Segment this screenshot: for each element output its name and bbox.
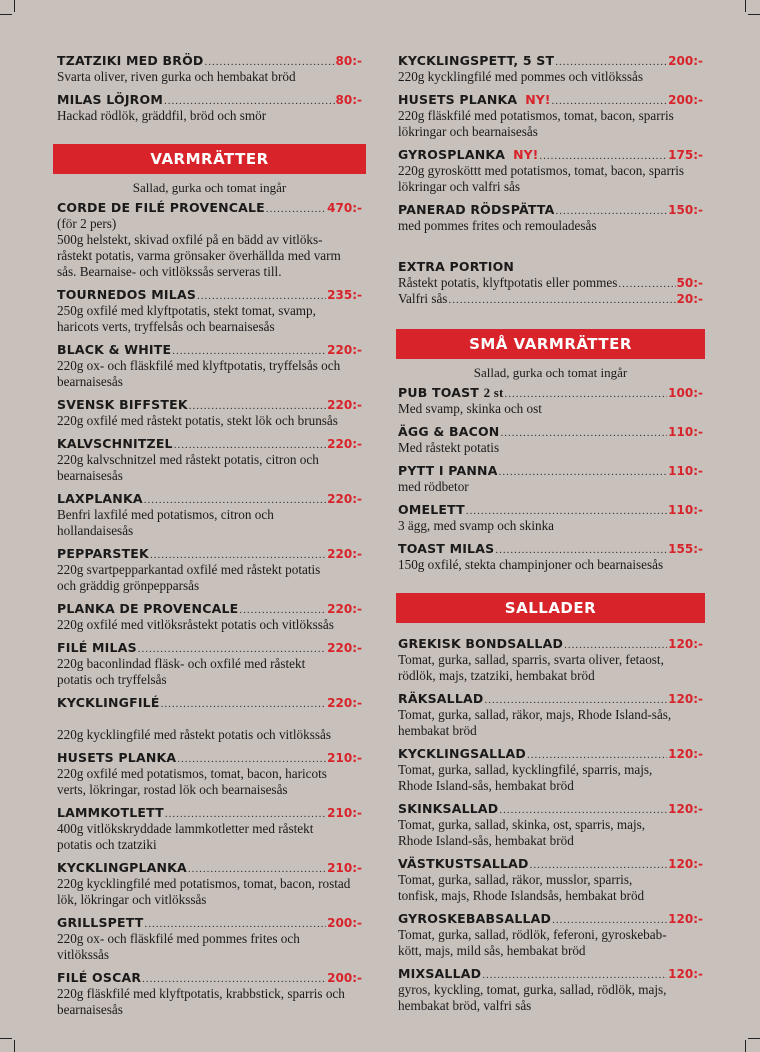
menu-item bbox=[398, 965, 703, 1014]
description-line: 220g oxfilé med vitlöksråstekt potatis och vitlökssås bbox=[57, 617, 334, 632]
item-name: TZATZIKI MED BRÖD bbox=[57, 53, 204, 68]
description-line: lökringar och valfri sås bbox=[398, 179, 520, 194]
crop-mark bbox=[745, 1040, 746, 1052]
item-name bbox=[57, 639, 137, 656]
item-description bbox=[57, 766, 362, 798]
item-description bbox=[398, 69, 703, 85]
item-name-text: GRILLSPETT bbox=[57, 915, 144, 930]
item-name-text: FILÉ OSCAR bbox=[57, 970, 142, 985]
description-line: Tomat, gurka, sallad, kycklingfilé, sparris, majs, bbox=[398, 762, 653, 777]
item-name bbox=[57, 969, 141, 986]
item-name bbox=[398, 146, 505, 163]
item-price: 80:- bbox=[335, 54, 362, 68]
item-price: 110:- bbox=[668, 425, 703, 439]
item-name-text: OMELETT bbox=[398, 502, 465, 517]
description-line: Med svamp, skinka och ost bbox=[398, 401, 542, 416]
item-price: 220:- bbox=[327, 398, 362, 412]
item-price: 150:- bbox=[668, 203, 703, 217]
menu-item bbox=[398, 52, 703, 85]
item-name-text: MIXSALLAD bbox=[398, 966, 482, 981]
item-price: 110:- bbox=[668, 503, 703, 517]
item-price: 200:- bbox=[668, 93, 703, 107]
varmratter-list bbox=[57, 199, 362, 1018]
description-line: 220g ox- och fläskfilé med klyftpotatis, tryffelsås och bbox=[57, 358, 341, 373]
description-line: verts, lökringar, rostad lök och bearnaisesås bbox=[57, 782, 288, 797]
item-name bbox=[57, 490, 143, 507]
extra-text: Valfri sås bbox=[398, 291, 448, 306]
item-name bbox=[57, 396, 188, 413]
section-header-sallader: SALLADER bbox=[396, 593, 705, 623]
description-line: 220g kycklingfilé med potatismos, tomat, bacon, rostad bbox=[57, 876, 351, 891]
menu-item bbox=[57, 52, 362, 85]
description-line: hembakat bröd bbox=[398, 723, 477, 738]
description-line: 220g oxfilé med potatismos, tomat, bacon, haricots bbox=[57, 766, 327, 781]
menu-item bbox=[398, 635, 703, 684]
menu-item bbox=[57, 914, 362, 963]
item-name-text: HUSETS PLANKA bbox=[398, 92, 518, 107]
description-line: Tomat, gurka, sallad, rödlök, feferoni, gyroskebab- bbox=[398, 927, 667, 942]
item-price: 110:- bbox=[668, 464, 703, 478]
sallader-list bbox=[398, 635, 703, 1014]
item-price: 120:- bbox=[668, 692, 703, 706]
description-line: bearnaisesås bbox=[57, 468, 123, 483]
menu-item bbox=[398, 201, 703, 234]
item-price: 470:- bbox=[327, 201, 362, 215]
item-price: 210:- bbox=[327, 806, 362, 820]
item-description bbox=[398, 518, 703, 534]
item-description bbox=[398, 817, 703, 849]
menu-item bbox=[57, 341, 362, 390]
item-name-text: KYCKLINGSALLAD bbox=[398, 746, 526, 761]
description-line: Benfri laxfilé med potatismos, citron och bbox=[57, 507, 274, 522]
item-description bbox=[398, 982, 703, 1014]
item-name-text: KALVSCHNITZEL bbox=[57, 436, 173, 451]
item-name-text: FILÉ MILAS bbox=[57, 640, 137, 655]
item-name-text: HUSETS PLANKA bbox=[57, 750, 177, 765]
description-line: och gräddig grönpepparsås bbox=[57, 578, 200, 593]
item-name-text: PLANKA DE PROVENCALE bbox=[57, 601, 239, 616]
item-price: 80:- bbox=[335, 93, 362, 107]
menu-item bbox=[57, 639, 362, 688]
item-name-text: GREKISK BONDSALLAD bbox=[398, 636, 564, 651]
description-line: Tomat, gurka, sallad, räkor, majs, Rhode Island-sås, bbox=[398, 707, 672, 722]
leader-dots bbox=[618, 276, 675, 292]
item-price: 220:- bbox=[327, 547, 362, 561]
description-line: 220g kycklingfilé med pommes och vitlökssås bbox=[398, 69, 644, 84]
description-line: tonfisk, majs, Rhode Islandsås, hembakat bröd bbox=[398, 888, 645, 903]
item-quantity: 2 st bbox=[483, 385, 504, 400]
item-name bbox=[398, 800, 498, 817]
item-description bbox=[57, 303, 362, 335]
item-name bbox=[57, 749, 176, 766]
item-name bbox=[57, 859, 187, 876]
item-name bbox=[57, 600, 238, 617]
description-line: Tomat, gurka, sallad, skinka, ost, sparris, majs, bbox=[398, 817, 646, 832]
item-name bbox=[57, 435, 173, 452]
description-line: potatis och tryffelsås bbox=[57, 672, 167, 687]
menu-item bbox=[398, 501, 703, 534]
description-line: 220g oxfilé med råstekt potatis, stekt lök och brunsås bbox=[57, 413, 338, 428]
item-price: 220:- bbox=[327, 641, 362, 655]
description-line: Rhode Island-sås, hembakat bröd bbox=[398, 778, 574, 793]
menu-item bbox=[57, 859, 362, 908]
item-description bbox=[398, 762, 703, 794]
item-name-text: PYTT I PANNA bbox=[398, 463, 498, 478]
item-price: 220:- bbox=[327, 602, 362, 616]
description-line: råstekt potatis, varma grönsaker överhällda med varm bbox=[57, 248, 341, 263]
sma-varmratter-list bbox=[398, 384, 703, 573]
menu-item bbox=[57, 396, 362, 429]
item-name bbox=[57, 341, 171, 358]
item-price: 235:- bbox=[327, 288, 362, 302]
crop-mark bbox=[0, 14, 12, 15]
description-line: 220g kycklingfilé med råstekt potatis och vitlökssås bbox=[57, 727, 331, 742]
menu-item bbox=[57, 600, 362, 633]
item-name bbox=[398, 540, 494, 557]
item-price: 120:- bbox=[668, 912, 703, 926]
item-name bbox=[398, 635, 563, 652]
extra-title: EXTRA PORTION bbox=[398, 259, 515, 274]
crop-mark bbox=[0, 1038, 12, 1039]
item-price: 120:- bbox=[668, 747, 703, 761]
item-description bbox=[57, 507, 362, 539]
item-description: Svarta oliver, riven gurka och hembakat bröd bbox=[57, 69, 296, 84]
item-price: 200:- bbox=[327, 971, 362, 985]
item-description bbox=[398, 872, 703, 904]
description-line: potatis och tzatziki bbox=[57, 837, 157, 852]
description-line: Tomat, gurka, sallad, räkor, musslor, sparris, bbox=[398, 872, 633, 887]
item-name bbox=[398, 910, 551, 927]
menu-item bbox=[398, 91, 703, 140]
item-description bbox=[57, 452, 362, 484]
menu-item bbox=[398, 423, 703, 456]
item-name bbox=[398, 501, 465, 518]
item-description: Hackad rödlök, gräddfil, bröd och smör bbox=[57, 108, 267, 123]
item-name-text: KYCKLINGSPETT, 5 ST bbox=[398, 53, 555, 68]
description-line: 220g fläskfilé med potatismos, tomat, bacon, sparris bbox=[398, 108, 674, 123]
item-name-text: GYROSKEBABSALLAD bbox=[398, 911, 552, 926]
menu-item bbox=[398, 540, 703, 573]
menu-item bbox=[57, 435, 362, 484]
item-price: 120:- bbox=[668, 857, 703, 871]
crop-mark bbox=[748, 14, 760, 15]
item-description bbox=[57, 986, 362, 1018]
menu-item bbox=[398, 690, 703, 739]
item-description bbox=[398, 479, 703, 495]
menu-item bbox=[57, 969, 362, 1018]
item-name bbox=[57, 286, 196, 303]
item-price: 200:- bbox=[327, 916, 362, 930]
description-line: 250g oxfilé med klyftpotatis, stekt tomat, svamp, bbox=[57, 303, 316, 318]
right-column bbox=[398, 52, 703, 1020]
extra-line bbox=[398, 275, 703, 291]
item-name bbox=[57, 804, 164, 821]
description-line: haricots verts, tryffelsås och bearnaisesås bbox=[57, 319, 275, 334]
item-description bbox=[398, 707, 703, 739]
item-name bbox=[57, 199, 265, 216]
extra-text: Råstekt potatis, klyftpotatis eller pommes bbox=[398, 275, 618, 290]
crop-mark bbox=[745, 0, 746, 12]
item-price: 175:- bbox=[668, 148, 703, 162]
item-name bbox=[398, 462, 498, 479]
menu-item bbox=[57, 286, 362, 335]
item-price: 210:- bbox=[327, 751, 362, 765]
section-subtitle: Sallad, gurka och tomat ingår bbox=[473, 365, 628, 380]
description-line: med rödbetor bbox=[398, 479, 469, 494]
item-price: 100:- bbox=[668, 386, 703, 400]
item-name-text: VÄSTKUSTSALLAD bbox=[398, 856, 529, 871]
description-line: hembakat bröd, valfri sås bbox=[398, 998, 532, 1013]
menu-item bbox=[57, 545, 362, 594]
item-description bbox=[57, 562, 362, 594]
item-description bbox=[57, 216, 362, 280]
menu-item bbox=[398, 910, 703, 959]
description-line: kött, majs, mild sås, hembakat bröd bbox=[398, 943, 586, 958]
item-name-text: PUB TOAST bbox=[398, 385, 480, 400]
menu-item bbox=[398, 384, 703, 417]
item-name-text: ÄGG & BACON bbox=[398, 424, 500, 439]
description-line: Med råstekt potatis bbox=[398, 440, 500, 455]
description-line: med pommes frites och remouladesås bbox=[398, 218, 597, 233]
description-line: 220g kalvschnitzel med råstekt potatis, citron och bbox=[57, 452, 319, 467]
menu-item bbox=[57, 490, 362, 539]
menu-item bbox=[398, 800, 703, 849]
item-name-text: SKINKSALLAD bbox=[398, 801, 499, 816]
item-name bbox=[398, 690, 483, 707]
item-description bbox=[398, 218, 703, 234]
section-header-sma-varmratter: SMÅ VARMRÄTTER bbox=[396, 329, 705, 359]
item-description bbox=[57, 821, 362, 853]
crop-mark bbox=[14, 0, 15, 12]
item-name bbox=[398, 91, 517, 108]
item-name-text: CORDE DE FILÉ PROVENCALE bbox=[57, 200, 265, 215]
item-price: 200:- bbox=[668, 54, 703, 68]
item-description bbox=[398, 927, 703, 959]
description-line: 220g svartpepparkantad oxfilé med råstekt potatis bbox=[57, 562, 321, 577]
description-line: (för 2 pers) bbox=[57, 216, 117, 231]
description-line: Rhode Island-sås, hembakat bröd bbox=[398, 833, 574, 848]
leader-dots bbox=[500, 425, 667, 442]
item-name bbox=[398, 965, 481, 982]
description-line: 220g baconlindad fläsk- och oxfilé med råstekt bbox=[57, 656, 306, 671]
description-line: 3 ägg, med svamp och skinka bbox=[398, 518, 555, 533]
menu-item bbox=[398, 855, 703, 904]
section-header-varmratter: VARMRÄTTER bbox=[53, 144, 366, 174]
item-price: 210:- bbox=[327, 861, 362, 875]
menu-item bbox=[398, 146, 703, 195]
description-line: Tomat, gurka, sallad, sparris, svarta oliver, fetaost, bbox=[398, 652, 664, 667]
menu-item bbox=[57, 749, 362, 798]
item-price: 120:- bbox=[668, 802, 703, 816]
menu-item bbox=[57, 199, 362, 280]
item-price: 155:- bbox=[668, 542, 703, 556]
extra-price: 50:- bbox=[676, 276, 703, 290]
crop-mark bbox=[748, 1038, 760, 1039]
item-price: 120:- bbox=[668, 637, 703, 651]
item-name: MILAS LÖJROM bbox=[57, 92, 163, 107]
item-name bbox=[398, 52, 554, 69]
item-description bbox=[57, 656, 362, 688]
item-description bbox=[57, 617, 362, 633]
item-price: 220:- bbox=[327, 492, 362, 506]
item-name bbox=[398, 423, 499, 440]
item-name-text: TOURNEDOS MILAS bbox=[57, 287, 197, 302]
description-line: lökringar och bearnaisesås bbox=[398, 124, 538, 139]
menu-item bbox=[398, 745, 703, 794]
item-name-text: TOAST MILAS bbox=[398, 541, 495, 556]
description-line: lök, lökringar och vitlökssås bbox=[57, 892, 207, 907]
item-name-text: KYCKLINGPLANKA bbox=[57, 860, 187, 875]
crop-mark bbox=[14, 1040, 15, 1052]
item-price: 120:- bbox=[668, 967, 703, 981]
description-line bbox=[57, 711, 362, 727]
menu-item bbox=[398, 462, 703, 495]
item-name bbox=[398, 384, 504, 401]
description-line: rödlök, majs, tzatziki, hembakat bröd bbox=[398, 668, 595, 683]
item-description bbox=[57, 931, 362, 963]
leader-dots bbox=[448, 292, 675, 308]
menu-item bbox=[57, 694, 362, 743]
description-line: 500g helstekt, skivad oxfilé på en bädd av vitlöks- bbox=[57, 232, 323, 247]
item-name bbox=[398, 855, 529, 872]
item-name bbox=[398, 201, 555, 218]
item-name-text: LAXPLANKA bbox=[57, 491, 143, 506]
left-column bbox=[57, 52, 362, 1024]
item-description bbox=[398, 440, 703, 456]
description-line: sås. Bearnaise- och vitlökssås serveras till. bbox=[57, 264, 282, 279]
menu-item bbox=[57, 804, 362, 853]
item-name bbox=[398, 745, 526, 762]
description-line: bearnaisesås bbox=[57, 374, 123, 389]
description-line: 220g fläskfilé med klyftpotatis, krabbstick, sparris och bbox=[57, 986, 345, 1001]
item-description bbox=[398, 652, 703, 684]
leader-dots bbox=[499, 464, 668, 481]
description-line: 150g oxfilé, stekta champinjoner och bearnaisesås bbox=[398, 557, 664, 572]
item-name bbox=[57, 545, 149, 562]
extra-line bbox=[398, 291, 703, 307]
item-description bbox=[398, 108, 703, 140]
new-badge: NY! bbox=[513, 147, 539, 162]
item-name bbox=[57, 914, 144, 931]
item-description bbox=[57, 413, 362, 429]
description-line: 400g vitlökskryddade lammkotletter med råstekt bbox=[57, 821, 314, 836]
description-line: vitlökssås bbox=[57, 947, 110, 962]
description-line: bearnaisesås bbox=[57, 1002, 123, 1017]
extra-price: 20:- bbox=[676, 292, 703, 306]
item-name-text: RÄKSALLAD bbox=[398, 691, 484, 706]
item-name-text: SVENSK BIFFSTEK bbox=[57, 397, 188, 412]
leader-dots bbox=[266, 201, 326, 218]
extra-portion bbox=[398, 258, 703, 307]
description-line: hollandaisesås bbox=[57, 523, 134, 538]
item-name-text: GYROSPLANKA bbox=[398, 147, 506, 162]
item-description bbox=[398, 163, 703, 195]
description-line: gyros, kyckling, tomat, gurka, sallad, rödlök, majs, bbox=[398, 982, 667, 997]
item-price: 220:- bbox=[327, 343, 362, 357]
leader-dots bbox=[161, 696, 327, 713]
item-description bbox=[398, 401, 703, 417]
description-line: 220g ox- och fläskfilé med pommes frites och bbox=[57, 931, 300, 946]
item-description bbox=[57, 358, 362, 390]
item-price: 220:- bbox=[327, 437, 362, 451]
item-name-text: LAMMKOTLETT bbox=[57, 805, 164, 820]
item-description bbox=[57, 711, 362, 743]
item-description bbox=[398, 557, 703, 573]
new-badge: NY! bbox=[525, 92, 551, 107]
menu-item bbox=[57, 91, 362, 124]
section-subtitle: Sallad, gurka och tomat ingår bbox=[132, 180, 287, 195]
item-name-text: BLACK & WHITE bbox=[57, 342, 172, 357]
item-name bbox=[57, 694, 160, 711]
item-description bbox=[57, 876, 362, 908]
item-name-text: PEPPARSTEK bbox=[57, 546, 149, 561]
item-price: 220:- bbox=[327, 696, 362, 710]
item-name-text: KYCKLINGFILÉ bbox=[57, 695, 160, 710]
description-line: 220g gyrosköttt med potatismos, tomat, bacon, sparris bbox=[398, 163, 685, 178]
right-top-list bbox=[398, 52, 703, 234]
item-name-text: PANERAD RÖDSPÄTTA bbox=[398, 202, 555, 217]
